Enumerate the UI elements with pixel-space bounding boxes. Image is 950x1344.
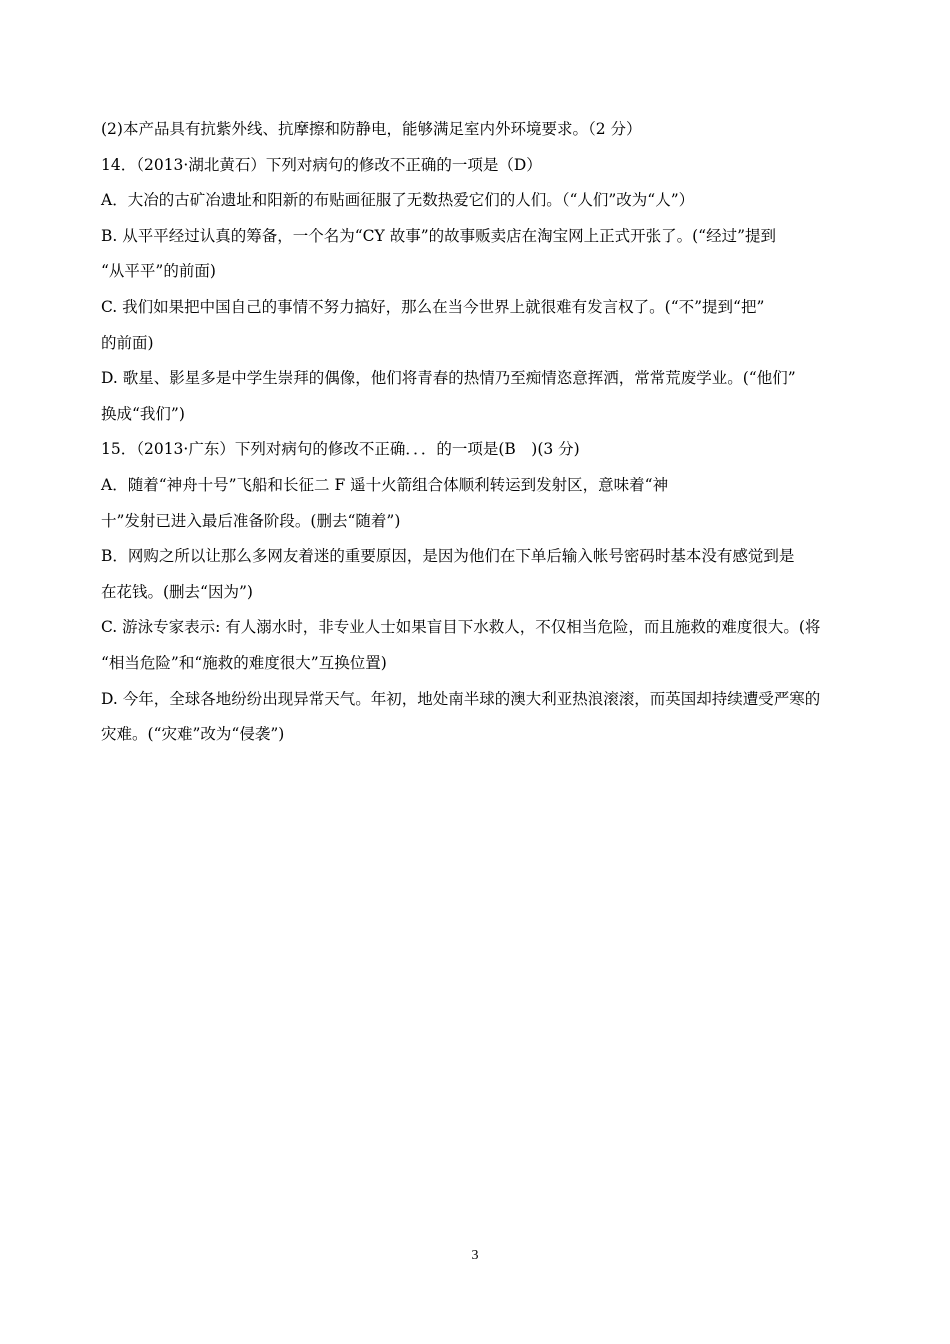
question-15-stem: 15．（2013·广东）下列对病句的修改不正确．．．的一项是(B )(3 分): [101, 440, 580, 459]
question-14-option-b-cont: “从平平”的前面): [101, 262, 216, 281]
question-14-option-d: D. 歌星、影星多是中学生崇拜的偶像，他们将青春的热情乃至痴情恣意挥洒，常常荒废学业。(“他们”: [101, 369, 796, 388]
question-15-option-d: D. 今年，全球各地纷纷出现异常天气。年初，地处南半球的澳大利亚热浪滚滚，而英国却持续遭受严寒的: [101, 689, 821, 708]
question-14-option-b: B. 从平平经过认真的筹备，一个名为“CY 故事”的故事贩卖店在淘宝网上正式开张了。(“经过”提到: [101, 226, 777, 245]
page-number: 3: [471, 1248, 479, 1263]
question-14-option-c: C. 我们如果把中国自己的事情不努力搞好，那么在当今世界上就很难有发言权了。(“不”提到“把”: [101, 297, 765, 316]
question-14-stem: 14．（2013·湖北黄石）下列对病句的修改不正确的一项是（D）: [101, 155, 542, 174]
document-body: [101, 112, 861, 753]
question-15-option-c-cont: “相当危险”和“施救的难度很大”互换位置): [101, 653, 387, 672]
question-15-option-b: B．网购之所以让那么多网友着迷的重要原因，是因为他们在下单后输入帐号密码时基本没有感觉到是: [101, 547, 795, 566]
question-15-option-b-cont: 在花钱。(删去“因为”): [101, 582, 253, 601]
text-line-product-feature: (2)本产品具有抗紫外线、抗摩擦和防静电，能够满足室内外环境要求。（2 分）: [101, 120, 642, 138]
question-15-option-a: A．随着“神舟十号”飞船和长征二 F 遥十火箭组合体顺利转运到发射区，意味着“神: [101, 475, 669, 494]
question-14-option-a: A．大冶的古矿冶遗址和阳新的布贴画征服了无数热爱它们的人们。（“人们”改为“人”）: [101, 191, 695, 210]
question-14-option-d-cont: 换成“我们”): [101, 404, 185, 423]
question-15-option-d-cont: 灾难。(“灾难”改为“侵袭”): [101, 725, 285, 744]
question-15-option-a-cont: 十”发射已进入最后准备阶段。(删去“随着”): [101, 511, 401, 530]
question-14-option-c-cont: 的前面): [101, 333, 154, 352]
question-15-option-c: C. 游泳专家表示: 有人溺水时，非专业人士如果盲目下水救人，不仅相当危险，而且施救的难度很大。(将: [101, 618, 821, 637]
